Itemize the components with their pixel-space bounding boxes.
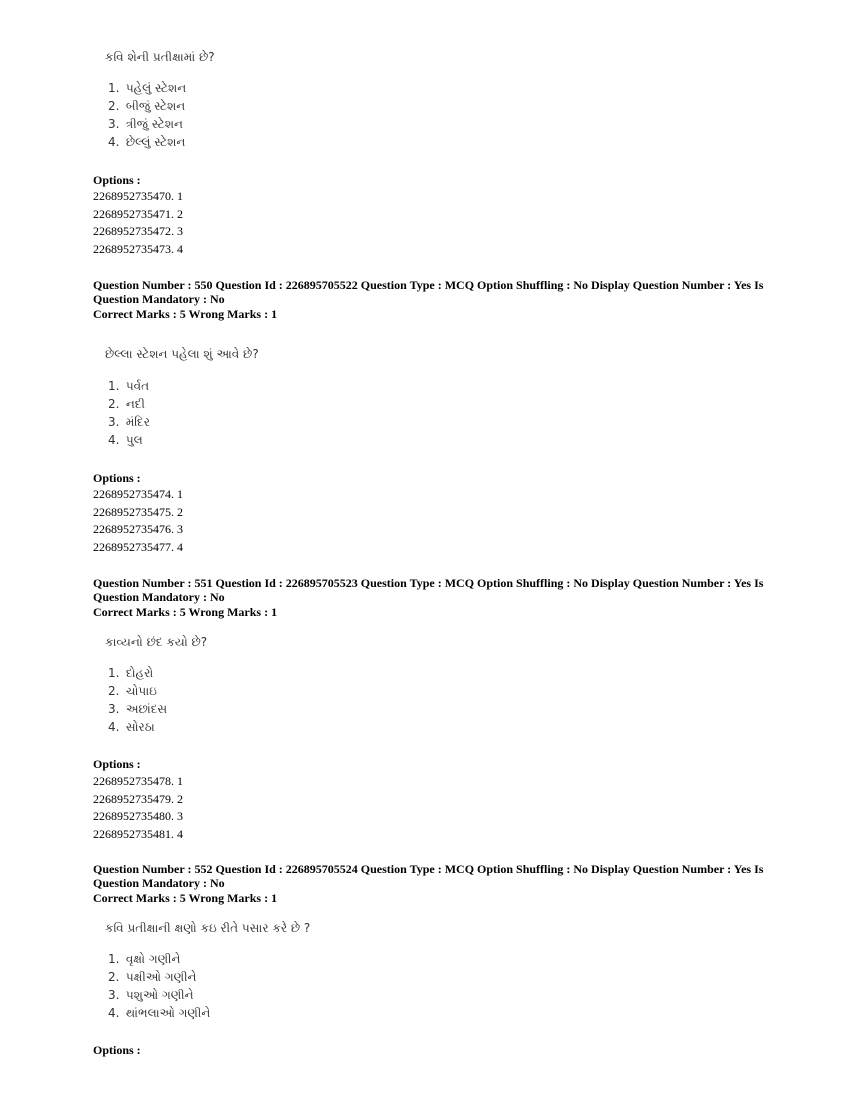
- choice-item: 4. પુલ: [108, 433, 143, 447]
- option-id: 2268952735481. 4: [93, 826, 183, 841]
- choice-item: 2. ચોપાઇ: [108, 684, 157, 698]
- question-meta: Question Number : 552 Question Id : 226895705524 Question Type : MCQ Option Shuffling : No Display Question Number : Yes Is Question Mandatory : No: [93, 862, 764, 890]
- choice-item: 2. બીજું સ્ટેશન: [108, 99, 186, 113]
- option-id: 2268952735472. 3: [93, 224, 183, 238]
- options-heading: Options :: [93, 1043, 141, 1057]
- question-text: કાવ્યનો છંદ કયો છે?: [105, 635, 208, 649]
- option-id: 2268952735478. 1: [93, 774, 183, 788]
- options-heading: Options :: [93, 757, 141, 771]
- choice-item: 3. પશુઓ ગણીને: [108, 988, 194, 1002]
- choice-item: 1. દોહરો: [108, 666, 154, 680]
- option-id: 2268952735471. 2: [93, 206, 183, 221]
- question-marks: Correct Marks : 5 Wrong Marks : 1: [93, 307, 278, 321]
- option-id: 2268952735470. 1: [93, 189, 183, 203]
- choice-item: 1. વૃક્ષો ગણીને: [108, 952, 181, 966]
- question-text: કવિ શેની પ્રતીક્ષામાં છે?: [105, 50, 215, 64]
- choice-list: [108, 79, 186, 151]
- option-id: 2268952735476. 3: [93, 522, 183, 536]
- choice-item: 1. પહેલું સ્ટેશન: [108, 81, 187, 95]
- options-heading: Options :: [93, 173, 141, 187]
- options-heading: Options :: [93, 471, 141, 485]
- option-id: 2268952735480. 3: [93, 809, 183, 823]
- choice-item: 3. મંદિર: [108, 415, 150, 429]
- options-list: [93, 486, 183, 556]
- choice-item: 4. થાંભલાઓ ગણીને: [108, 1006, 211, 1020]
- option-id: 2268952735475. 2: [93, 504, 183, 519]
- options-list: [93, 773, 183, 843]
- question-meta: Question Number : 551 Question Id : 226895705523 Question Type : MCQ Option Shuffling : No Display Question Number : Yes Is Question Mandatory : No: [93, 576, 764, 604]
- option-id: 2268952735473. 4: [93, 241, 183, 256]
- question-marks: Correct Marks : 5 Wrong Marks : 1: [93, 605, 278, 619]
- choice-item: 3. અછાંદસ: [108, 702, 168, 716]
- question-marks: Correct Marks : 5 Wrong Marks : 1: [93, 891, 278, 905]
- choice-list: [108, 950, 210, 1022]
- choice-item: 2. નદી: [108, 397, 145, 411]
- choice-list: [108, 377, 150, 449]
- option-id: 2268952735474. 1: [93, 487, 183, 501]
- question-text: કવિ પ્રતીક્ષાની ક્ષણો કઇ રીતે પસાર કરે છે ?: [105, 921, 311, 935]
- options-list: [93, 188, 183, 258]
- choice-item: 2. પક્ષીઓ ગણીને: [108, 970, 197, 984]
- choice-item: 4. સોરઠા: [108, 720, 155, 734]
- option-id: 2268952735479. 2: [93, 791, 183, 806]
- question-text: છેલ્લા સ્ટેશન પહેલા શું આવે છે?: [105, 347, 259, 361]
- choice-item: 1. પર્વત: [108, 379, 150, 393]
- question-meta: Question Number : 550 Question Id : 226895705522 Question Type : MCQ Option Shuffling : No Display Question Number : Yes Is Question Mandatory : No: [93, 278, 764, 306]
- choice-list: [108, 664, 167, 736]
- choice-item: 3. ત્રીજું સ્ટેશન: [108, 117, 183, 131]
- choice-item: 4. છેલ્લું સ્ટેશન: [108, 135, 186, 149]
- option-id: 2268952735477. 4: [93, 539, 183, 554]
